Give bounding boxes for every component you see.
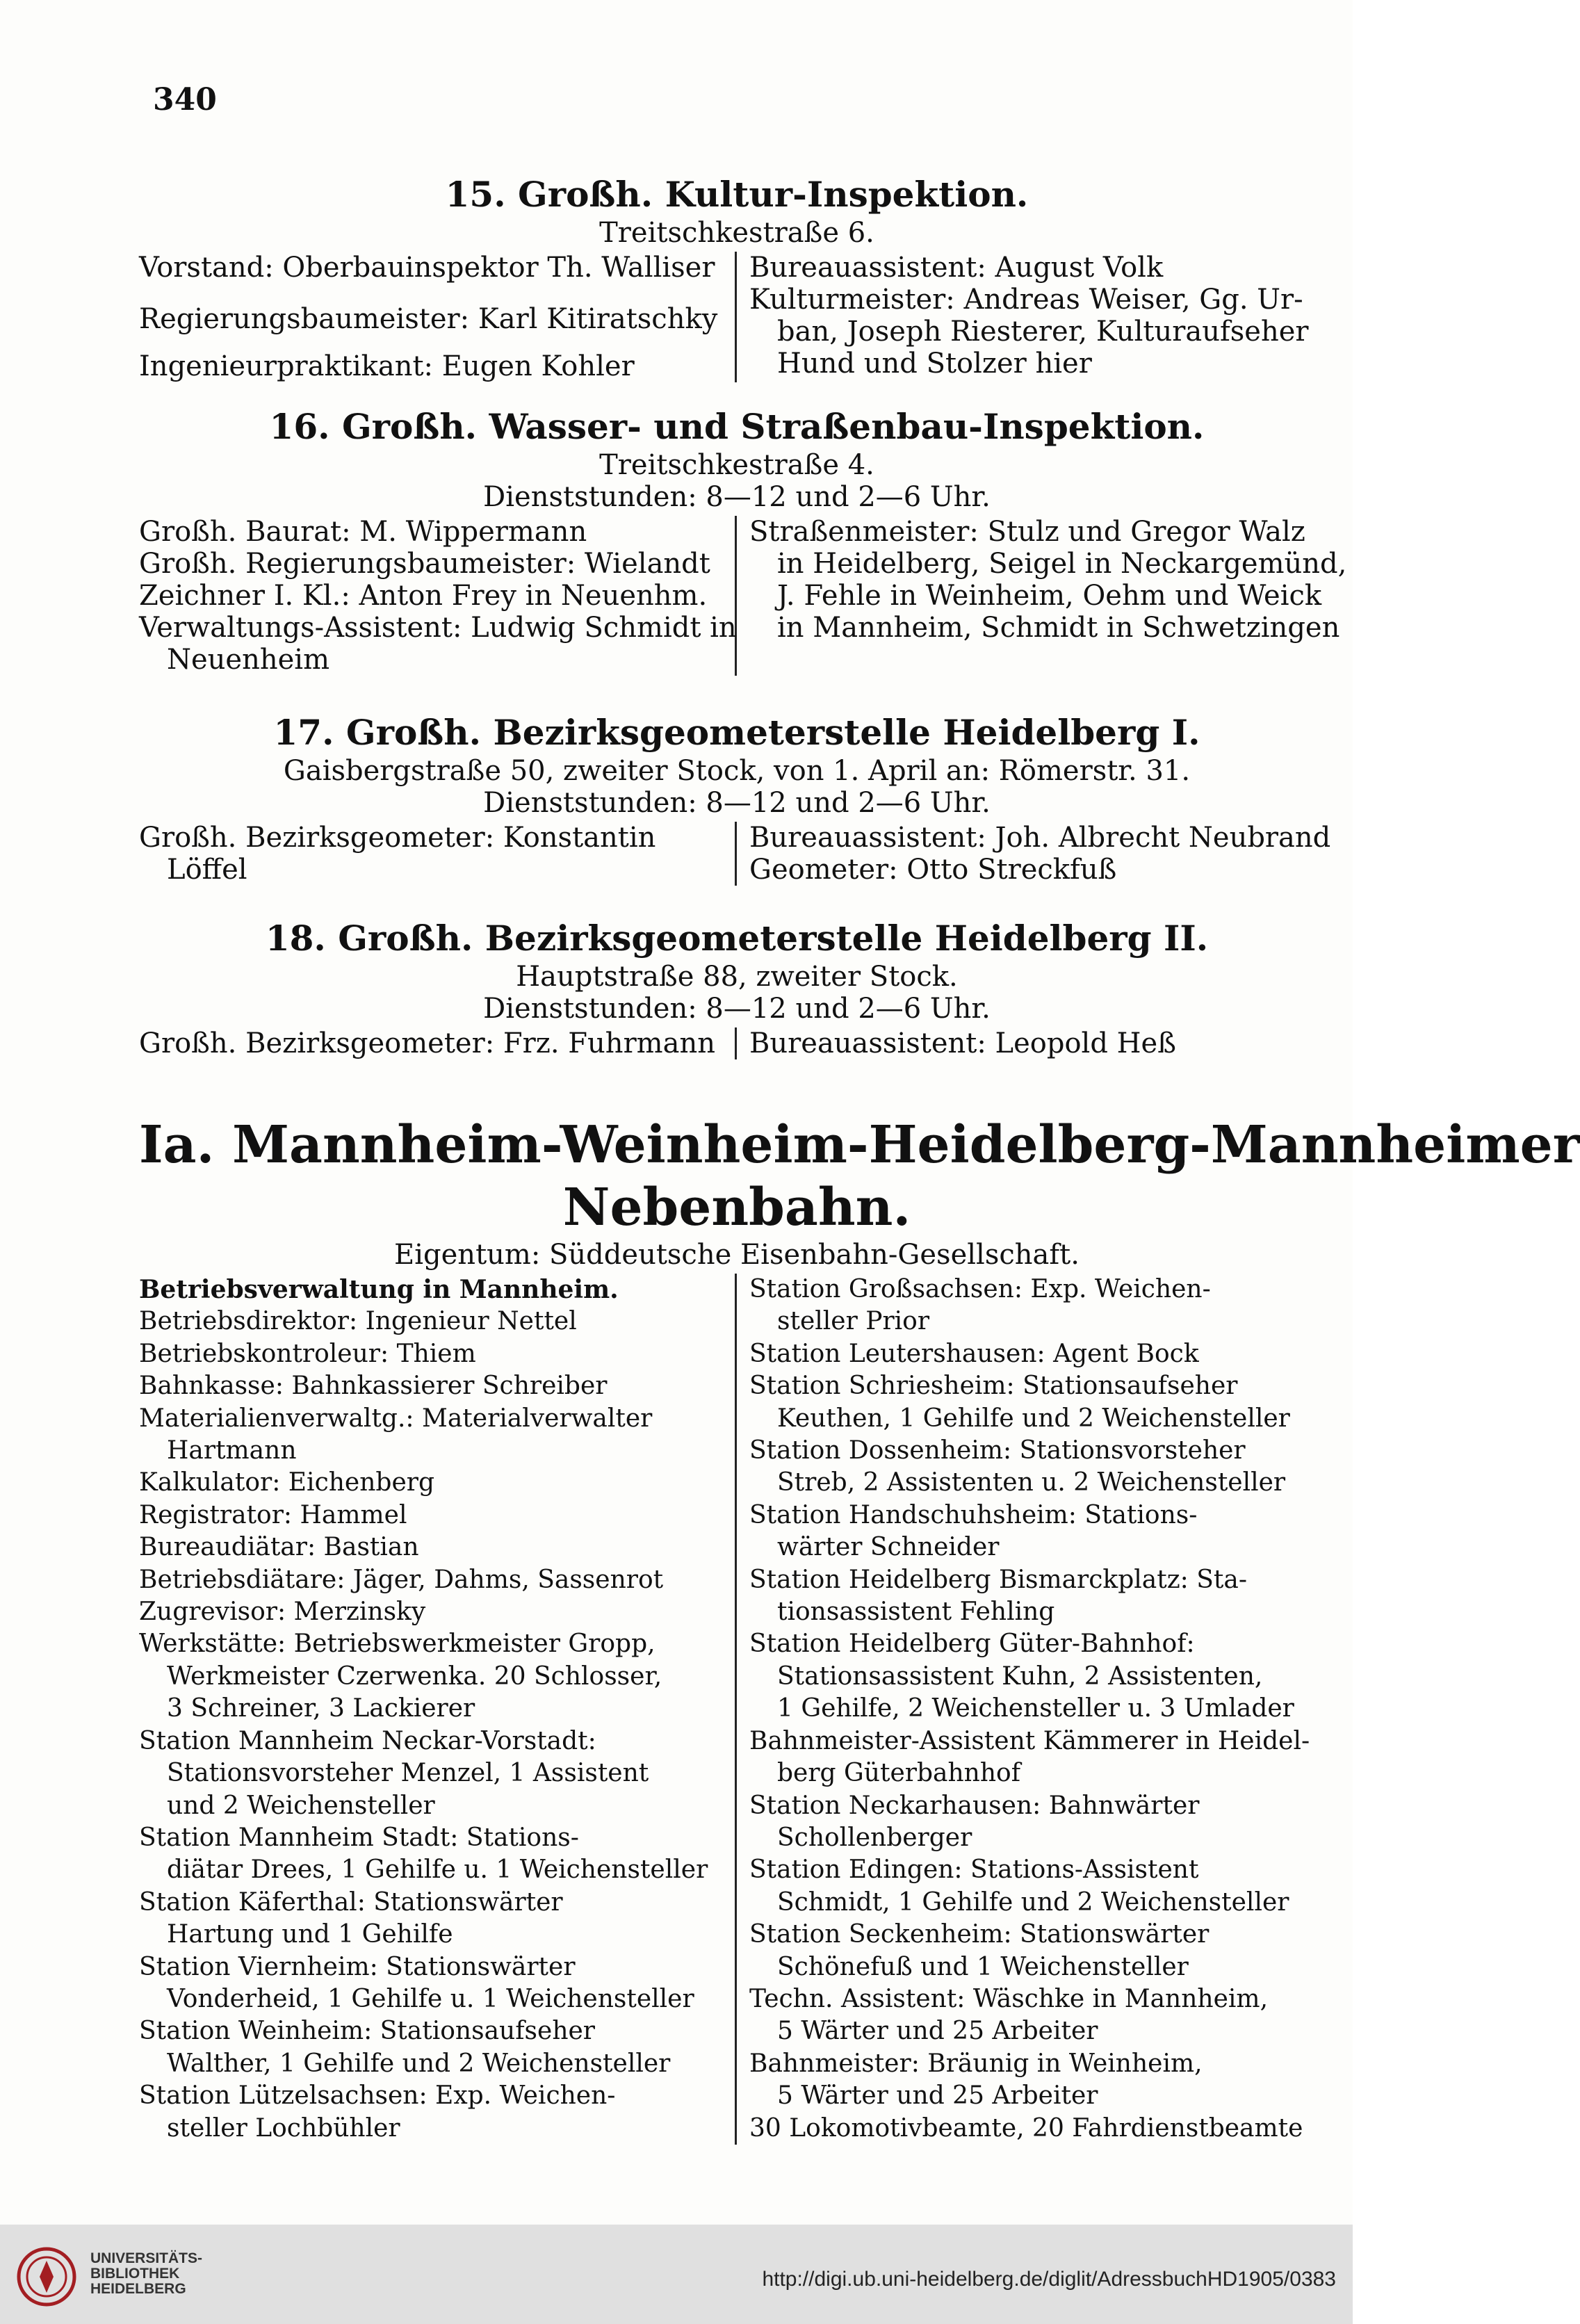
entry: Station Lützelsachsen: Exp. Weichen- (139, 2081, 616, 2111)
entry-continued: Stationsvorsteher Menzel, 1 Assistent (167, 1759, 649, 1788)
section-main-title: Ia. Mannheim-Weinheim-Heidelberg-Mannheimer (139, 1115, 1580, 1175)
entry: Station Weinheim: Stationsaufseher (139, 2017, 596, 2046)
entry-continued: Löffel (167, 854, 247, 886)
entry: Bahnkasse: Bahnkassierer Schreiber (139, 1372, 608, 1401)
section-hours: Dienststunden: 8—12 und 2—6 Uhr. (483, 993, 991, 1025)
entry: Station Mannheim Stadt: Stations- (139, 1823, 579, 1852)
entry: Betriebsdiätare: Jäger, Dahms, Sassenrot (139, 1565, 664, 1594)
entry: Bureauassistent: Joh. Albrecht Neubrand (749, 822, 1331, 854)
entry-continued: Schönefuß und 1 Weichensteller (777, 1952, 1189, 1981)
entry: Zugrevisor: Merzinsky (139, 1598, 426, 1627)
entry: Station Leutershausen: Agent Bock (749, 1339, 1199, 1368)
entry-continued: 5 Wärter und 25 Arbeiter (777, 2081, 1098, 2111)
entry-continued: und 2 Weichensteller (167, 1791, 435, 1820)
section-ia (139, 1114, 1580, 2145)
section-address: Gaisbergstraße 50, zweiter Stock, von 1. April an: Römerstr. 31. (283, 755, 1191, 787)
entry: Bahnmeister-Assistent Kämmerer in Heidel- (749, 1726, 1310, 1755)
entry-continued: Walther, 1 Gehilfe und 2 Weichensteller (167, 2049, 671, 2078)
section-16 (139, 405, 1347, 676)
entry: 30 Lokomotivbeamte, 20 Fahrdienstbeamte (749, 2113, 1303, 2143)
entry-continued: Werkmeister Czerwenka. 20 Schlosser, (167, 1661, 662, 1691)
entry: Vorstand: Oberbauinspektor Th. Walliser (139, 252, 715, 284)
entry-continued: berg Güterbahnhof (777, 1759, 1021, 1788)
section-address: Hauptstraße 88, zweiter Stock. (516, 961, 958, 993)
entry: Station Dossenheim: Stationsvorsteher (749, 1436, 1246, 1465)
entry: Großh. Bezirksgeometer: Konstantin (139, 822, 656, 854)
entry: Station Edingen: Stations-Assistent (749, 1855, 1199, 1885)
entry: Verwaltungs-Assistent: Ludwig Schmidt in (139, 612, 737, 644)
logo-line: HEIDELBERG (90, 2281, 186, 2297)
page-number: 340 (153, 82, 217, 117)
two-column-block (139, 822, 1335, 886)
viewer-footer (0, 2225, 1353, 2324)
section-title: 18. Großh. Bezirksgeometerstelle Heidelberg II. (265, 918, 1209, 959)
section-hours: Dienststunden: 8—12 und 2—6 Uhr. (483, 787, 991, 819)
entry: Großh. Regierungsbaumeister: Wielandt (139, 548, 710, 580)
section-owner: Eigentum: Süddeutsche Eisenbahn-Gesellschaft. (394, 1239, 1080, 1271)
two-column-block (139, 1027, 1335, 1059)
entry: Station Neckarhausen: Bahnwärter (749, 1791, 1200, 1820)
entry: Station Schriesheim: Stationsaufseher (749, 1372, 1238, 1401)
section-15 (139, 172, 1335, 382)
entry: Betriebsdirektor: Ingenieur Nettel (139, 1307, 577, 1336)
entry: Bureauassistent: Leopold Heß (749, 1027, 1176, 1059)
entry: Station Mannheim Neckar-Vorstadt: (139, 1726, 596, 1755)
entry-continued: Neuenheim (167, 644, 330, 676)
entry: Bureaudiätar: Bastian (139, 1533, 419, 1562)
source-url-link[interactable]: http://digi.ub.uni-heidelberg.de/diglit/AdressbuchHD1905/0383 (762, 2268, 1336, 2291)
right-column (737, 822, 1335, 886)
entry: Ingenieurpraktikant: Eugen Kohler (139, 350, 635, 382)
left-column (139, 516, 737, 676)
entry: Techn. Assistent: Wäschke in Mannheim, (749, 1984, 1269, 2013)
section-18 (139, 916, 1335, 1059)
entry-continued: Streb, 2 Assistenten u. 2 Weichensteller (777, 1468, 1286, 1497)
entry: Werkstätte: Betriebswerkmeister Gropp, (139, 1630, 655, 1659)
entry-continued: in Mannheim, Schmidt in Schwetzingen (777, 612, 1340, 644)
logo-line: UNIVERSITÄTS- (90, 2250, 203, 2266)
section-title: 16. Großh. Wasser- und Straßenbau-Inspektion. (269, 406, 1205, 447)
entry-continued: Schmidt, 1 Gehilfe und 2 Weichensteller (777, 1887, 1289, 1917)
entry: Station Viernheim: Stationswärter (139, 1952, 576, 1981)
section-hours: Dienststunden: 8—12 und 2—6 Uhr. (483, 481, 991, 513)
entry: Station Heidelberg Bismarckplatz: Sta- (749, 1565, 1248, 1594)
entry-continued: Hartung und 1 Gehilfe (167, 1920, 453, 1949)
entry: Station Großsachsen: Exp. Weichen- (749, 1275, 1211, 1303)
entry-continued: steller Prior (777, 1307, 930, 1336)
left-column (139, 1027, 737, 1059)
entry: Kalkulator: Eichenberg (139, 1468, 435, 1497)
entry: Zeichner I. Kl.: Anton Frey in Neuenhm. (139, 580, 708, 612)
entry: Großh. Bezirksgeometer: Frz. Fuhrmann (139, 1027, 715, 1059)
entry: Registrator: Hammel (139, 1500, 407, 1529)
entry: Regierungsbaumeister: Karl Kitiratschky (139, 303, 718, 335)
entry: Station Käferthal: Stationswärter (139, 1887, 563, 1917)
logo-line: BIBLIOTHEK (90, 2266, 180, 2282)
column-heading: Betriebsverwaltung in Mannheim. (139, 1275, 619, 1304)
right-column (737, 516, 1347, 676)
left-column (139, 252, 737, 382)
entry-continued: Hartmann (167, 1436, 297, 1465)
library-logo-text (90, 2251, 202, 2297)
entry-continued: Hund und Stolzer hier (777, 348, 1092, 380)
entry: Station Heidelberg Güter-Bahnhof: (749, 1630, 1195, 1659)
left-column (139, 822, 737, 886)
entry: Großh. Baurat: M. Wippermann (139, 516, 587, 548)
university-seal-icon (15, 2245, 78, 2308)
entry: Bahnmeister: Bräunig in Weinheim, (749, 2049, 1203, 2078)
two-column-block (139, 516, 1347, 676)
entry: Bureauassistent: August Volk (749, 252, 1164, 284)
section-address: Treitschkestraße 4. (599, 449, 874, 481)
left-column (139, 1274, 737, 2145)
section-address: Treitschkestraße 6. (599, 217, 874, 249)
right-column (737, 1274, 1335, 2145)
entry-continued: 5 Wärter und 25 Arbeiter (777, 2017, 1098, 2046)
entry-continued: Stationsassistent Kuhn, 2 Assistenten, (777, 1661, 1263, 1691)
entry: Materialienverwaltg.: Materialverwalter (139, 1404, 653, 1433)
entry-continued: Vonderheid, 1 Gehilfe u. 1 Weichensteller (167, 1984, 694, 2013)
section-title: 15. Großh. Kultur-Inspektion. (445, 174, 1029, 215)
entry-continued: Keuthen, 1 Gehilfe und 2 Weichensteller (777, 1404, 1290, 1433)
entry: Geometer: Otto Streckfuß (749, 854, 1117, 886)
entry: Station Handschuhsheim: Stations- (749, 1500, 1198, 1529)
entry: Kulturmeister: Andreas Weiser, Gg. Ur- (749, 284, 1303, 316)
entry-continued: wärter Schneider (777, 1533, 1000, 1562)
entry-continued: J. Fehle in Weinheim, Oehm und Weick (777, 580, 1322, 612)
entry-continued: 3 Schreiner, 3 Lackierer (167, 1694, 475, 1723)
entry: Betriebskontroleur: Thiem (139, 1339, 476, 1368)
section-title: 17. Großh. Bezirksgeometerstelle Heidelberg I. (273, 712, 1200, 753)
two-column-block (139, 252, 1335, 382)
entry-continued: steller Lochbühler (167, 2113, 400, 2143)
entry: Straßenmeister: Stulz und Gregor Walz (749, 516, 1305, 548)
entry-continued: diätar Drees, 1 Gehilfe u. 1 Weichensteller (167, 1855, 708, 1885)
entry-continued: ban, Joseph Riesterer, Kulturaufseher (777, 316, 1309, 348)
entry: Station Seckenheim: Stationswärter (749, 1920, 1210, 1949)
section-main-title-line2: Nebenbahn. (562, 1178, 911, 1237)
right-column (737, 1027, 1335, 1059)
entry-continued: tionsassistent Fehling (777, 1598, 1055, 1627)
entry-continued: in Heidelberg, Seigel in Neckargemünd, (777, 548, 1347, 580)
section-17 (139, 710, 1335, 886)
right-column (737, 252, 1335, 382)
entry-continued: Schollenberger (777, 1823, 972, 1852)
two-column-block (139, 1274, 1335, 2145)
entry-continued: 1 Gehilfe, 2 Weichensteller u. 3 Umlader (777, 1694, 1294, 1723)
